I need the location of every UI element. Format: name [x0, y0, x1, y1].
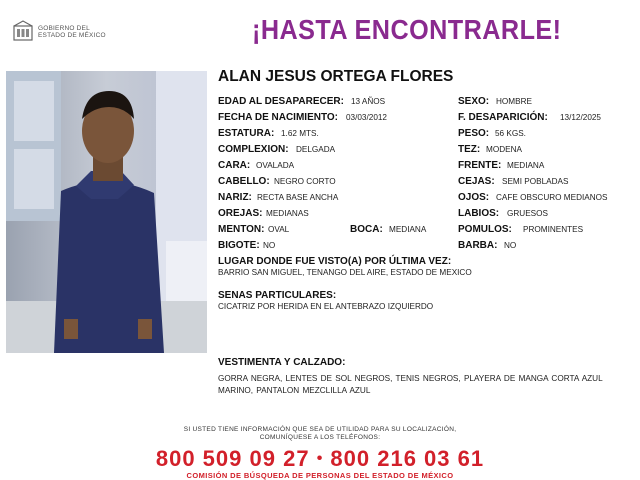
clothing-text: GORRA NEGRA, LENTES DE SOL NEGROS, TENIS NEGROS, PLAYERA DE MANGA CORTA AZUL MARINO, PANTALON MEZCLILLA AZUL	[218, 374, 603, 395]
nose-value: RECTA BASE ANCHA	[257, 193, 339, 202]
person-name: ALAN JESUS ORTEGA FLORES	[218, 68, 454, 85]
contact-info-line-2: COMUNÍQUESE A LOS TELÉFONOS:	[259, 434, 381, 441]
cheekbones-label: POMULOS:	[458, 224, 512, 235]
search-commission-name: COMISIÓN DE BÚSQUEDA DE PERSONAS DEL ESTADO DE MÉXICO	[186, 471, 454, 480]
disappearance-date-label: F. DESAPARICIÓN:	[458, 112, 548, 123]
height-value: 1.62 MTS.	[281, 129, 319, 138]
complexion-tone-label: TEZ:	[458, 144, 481, 155]
age-value: 13 AÑOS	[351, 97, 386, 106]
state-government-logo-icon	[12, 20, 34, 42]
disappearance-date-value: 13/12/2025	[560, 113, 601, 122]
lips-label: LABIOS:	[458, 208, 500, 219]
age-label: EDAD AL DESAPARECER:	[218, 96, 344, 107]
height-label: ESTATURA:	[218, 128, 275, 139]
contact-info-line-1: SI USTED TIENE INFORMACIÓN QUE SEA DE UTILIDAD PARA SU LOCALIZACIÓN,	[183, 426, 457, 433]
mustache-label: BIGOTE:	[218, 240, 260, 251]
phone-number-2[interactable]: 800 216 03 61	[330, 446, 485, 471]
ears-value: MEDIANAS	[266, 209, 309, 218]
last-seen-text: BARRIO SAN MIGUEL, TENANGO DEL AIRE, ESTADO DE MEXICO	[218, 268, 472, 277]
government-name	[38, 25, 106, 39]
forehead-label: FRENTE:	[458, 160, 502, 171]
hair-label: CABELLO:	[218, 176, 270, 187]
mustache-value: NO	[263, 241, 276, 250]
weight-label: PESO:	[458, 128, 490, 139]
complexion-tone-value: MODENA	[486, 145, 522, 154]
mouth-value: MEDIANA	[389, 225, 427, 234]
last-seen-title: LUGAR DONDE FUE VISTO(A) POR ÚLTIMA VEZ:	[218, 256, 452, 267]
ears-label: OREJAS:	[218, 208, 263, 219]
beard-label: BARBA:	[458, 240, 498, 251]
birthdate-label: FECHA DE NACIMIENTO:	[218, 112, 338, 123]
forehead-value: MEDIANA	[507, 161, 545, 170]
clothing-title: VESTIMENTA Y CALZADO:	[218, 357, 346, 368]
face-value: OVALADA	[256, 161, 295, 170]
chin-label: MENTON:	[218, 224, 265, 235]
cheekbones-value: PROMINENTES	[523, 225, 584, 234]
distinguishing-marks-text: CICATRIZ POR HERIDA EN EL ANTEBRAZO IZQUIERDO	[218, 302, 434, 311]
phone-number-1[interactable]: 800 509 09 27	[155, 446, 310, 471]
hair-value: NEGRO CORTO	[274, 177, 336, 186]
slogan-title: ¡HASTA ENCONTRARLE!	[252, 14, 562, 45]
mouth-label: BOCA:	[350, 224, 383, 235]
eyes-value: CAFE OBSCURO MEDIANOS	[496, 193, 608, 202]
beard-value: NO	[504, 241, 517, 250]
sex-value: HOMBRE	[496, 97, 532, 106]
nose-label: NARIZ:	[218, 192, 252, 203]
eyes-label: OJOS:	[458, 192, 490, 203]
build-label: COMPLEXION:	[218, 144, 289, 155]
sex-label: SEXO:	[458, 96, 490, 107]
gov-line-1: GOBIERNO DEL	[38, 25, 90, 32]
eyebrows-value: SEMI POBLADAS	[502, 177, 569, 186]
contact-info	[0, 426, 640, 442]
chin-value: OVAL	[268, 225, 290, 234]
missing-person-photo	[6, 71, 207, 353]
distinguishing-marks-title: SENAS PARTICULARES:	[218, 290, 337, 301]
gov-line-2: ESTADO DE MÉXICO	[38, 32, 106, 39]
lips-value: GRUESOS	[507, 209, 548, 218]
weight-value: 56 KGS.	[495, 129, 526, 138]
phone-numbers	[0, 446, 640, 472]
face-label: CARA:	[218, 160, 251, 171]
phone-separator: •	[316, 450, 324, 467]
eyebrows-label: CEJAS:	[458, 176, 495, 187]
build-value: DELGADA	[296, 145, 336, 154]
birthdate-value: 03/03/2012	[346, 113, 387, 122]
